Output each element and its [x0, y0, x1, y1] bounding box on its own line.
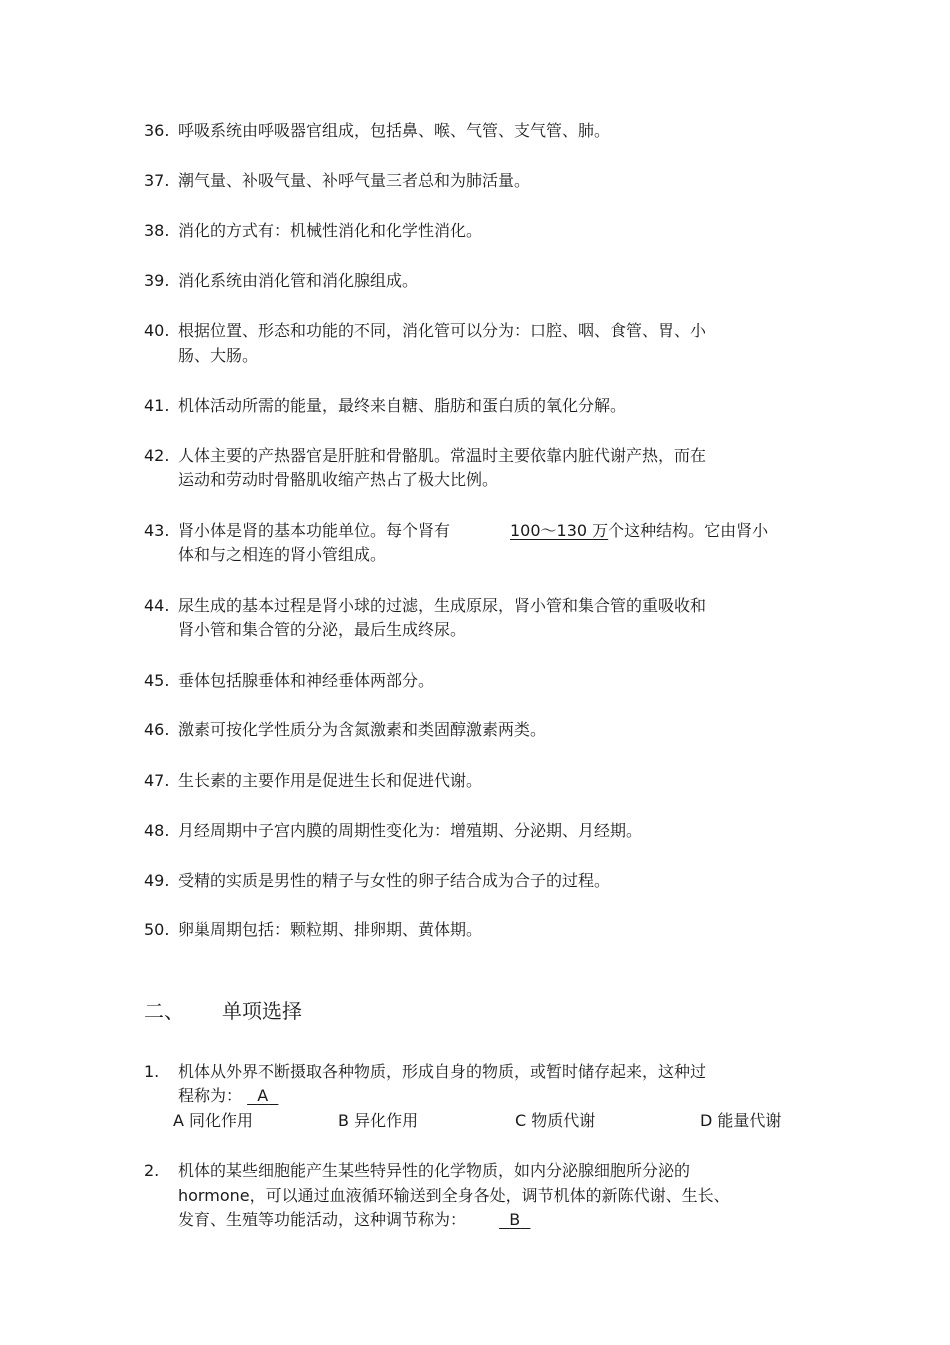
item-number: 40. [144, 321, 170, 340]
item-number: 43. [144, 521, 170, 540]
item-40 [144, 321, 706, 341]
item-text: 肾小管和集合管的分泌，最后生成终尿。 [178, 620, 467, 639]
answer-letter: B [509, 1210, 521, 1229]
option-c [515, 1111, 595, 1131]
question-number: 2. [144, 1161, 160, 1180]
option-label: D 能量代谢 [700, 1111, 782, 1130]
item-41 [144, 396, 626, 416]
item-text: 运动和劳动时骨骼肌收缩产热占了极大比例。 [178, 470, 499, 489]
question-number: 1. [144, 1062, 160, 1081]
item-number: 42. [144, 446, 170, 465]
section-heading [144, 998, 302, 1024]
option-d [700, 1111, 781, 1131]
item-text: 肠、大肠。 [178, 346, 259, 365]
option-b [338, 1111, 418, 1131]
item-text: 生长素的主要作用是促进生长和促进代谢。 [178, 771, 483, 790]
item-text: 受精的实质是男性的精子与女性的卵子结合成为合子的过程。 [178, 871, 611, 890]
item-text: 月经周期中子宫内膜的周期性变化为：增殖期、分泌期、月经期。 [178, 821, 643, 840]
section-marker: 二、 [144, 999, 184, 1023]
item-38 [144, 221, 482, 241]
section-title: 单项选择 [222, 999, 302, 1023]
item-number: 41. [144, 396, 170, 415]
item-number: 44. [144, 596, 170, 615]
item-44-cont [178, 620, 466, 640]
question-text: 程称为： [178, 1086, 243, 1105]
answer-letter: A [257, 1086, 269, 1105]
item-text: 垂体包括腺垂体和神经垂体两部分。 [178, 671, 435, 690]
option-label: B 异化作用 [338, 1111, 419, 1130]
item-text: 体和与之相连的肾小管组成。 [178, 545, 387, 564]
option-label: C 物质代谢 [515, 1111, 596, 1130]
item-text: 激素可按化学性质分为含氮激素和类固醇激素两类。 [178, 720, 547, 739]
item-43 [144, 521, 450, 541]
item-text: 呼吸系统由呼吸器官组成，包括鼻、喉、气管、支气管、肺。 [178, 121, 611, 140]
item-37 [144, 171, 530, 191]
item-42-cont [178, 470, 498, 490]
item-number: 46. [144, 720, 170, 739]
answer-blank [247, 1086, 278, 1105]
question-text: 机体的某些细胞能产生某些特异性的化学物质，如内分泌腺细胞所分泌的 [178, 1161, 691, 1180]
item-48 [144, 821, 642, 841]
item-number: 45. [144, 671, 170, 690]
mcq-2-question [144, 1161, 690, 1181]
mcq-1-question-cont [178, 1086, 278, 1106]
item-text: 尿生成的基本过程是肾小球的过滤，生成原尿，肾小管和集合管的重吸收和 [178, 596, 707, 615]
item-50 [144, 920, 482, 940]
item-44 [144, 596, 706, 616]
item-43-cont [178, 545, 386, 565]
item-text: 机体活动所需的能量，最终来自糖、脂肪和蛋白质的氧化分解。 [178, 396, 627, 415]
question-text: hormone，可以通过血液循环输送到全身各处，调节机体的新陈代谢、生长、 [178, 1186, 730, 1205]
item-text: 潮气量、补吸气量、补呼气量三者总和为肺活量。 [178, 171, 531, 190]
item-number: 50. [144, 920, 170, 939]
answer-blank: 100～130 万 [510, 521, 609, 540]
item-40-cont [178, 346, 258, 366]
item-text: 根据位置、形态和功能的不同，消化管可以分为：口腔、咽、食管、胃、小 [178, 321, 707, 340]
option-label: A 同化作用 [173, 1111, 254, 1130]
item-text: 消化的方式有：机械性消化和化学性消化。 [178, 221, 483, 240]
item-number: 47. [144, 771, 170, 790]
item-39 [144, 271, 418, 291]
item-number: 48. [144, 821, 170, 840]
item-text: 人体主要的产热器官是肝脏和骨骼肌。常温时主要依靠内脏代谢产热，而在 [178, 446, 707, 465]
item-42 [144, 446, 706, 466]
question-text: 机体从外界不断摄取各种物质，形成自身的物质，或暂时储存起来，这种过 [178, 1062, 707, 1081]
mcq-2-question-cont [178, 1186, 730, 1206]
item-text: 卵巢周期包括：颗粒期、排卵期、黄体期。 [178, 920, 483, 939]
item-number: 37. [144, 171, 170, 190]
item-46 [144, 720, 546, 740]
mcq-1-question [144, 1062, 706, 1082]
item-text: 肾小体是肾的基本功能单位。每个肾有 [178, 521, 451, 540]
answer-blank [499, 1210, 530, 1229]
item-43-answer [510, 521, 768, 541]
item-45 [144, 671, 434, 691]
item-number: 49. [144, 871, 170, 890]
item-number: 39. [144, 271, 170, 290]
option-a [173, 1111, 253, 1131]
item-47 [144, 771, 482, 791]
mcq-2-question-cont2 [178, 1210, 530, 1230]
item-text: 消化系统由消化管和消化腺组成。 [178, 271, 419, 290]
question-text: 发育、生殖等功能活动，这种调节称为： [178, 1210, 467, 1229]
item-number: 38. [144, 221, 170, 240]
item-49 [144, 871, 610, 891]
item-number: 36. [144, 121, 170, 140]
item-36 [144, 121, 610, 141]
item-text: 个这种结构。它由肾小 [608, 521, 769, 540]
